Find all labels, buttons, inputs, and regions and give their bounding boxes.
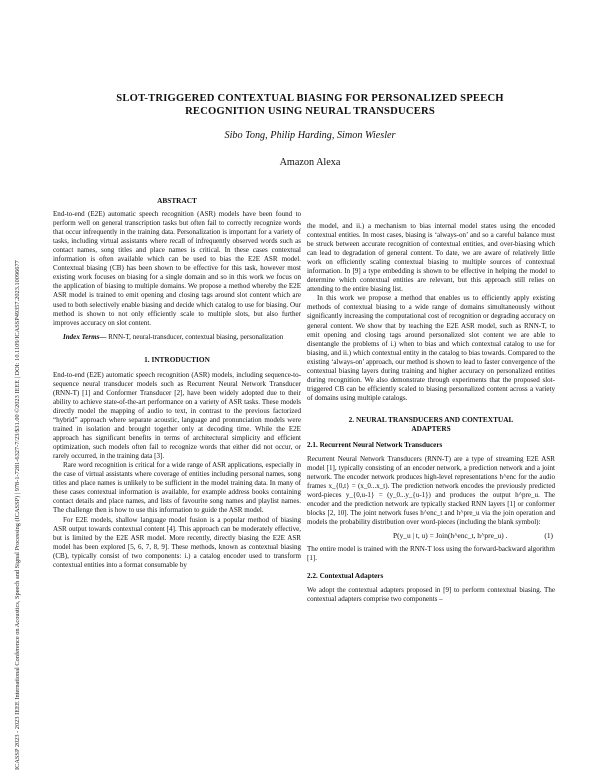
title-line-1: SLOT-TRIGGERED CONTEXTUAL BIASING FOR PERSONALIZED SPEECH — [116, 93, 504, 104]
left-column — [53, 196, 301, 570]
intro-paragraph-3: For E2E models, shallow language model fusion is a popular method of biasing ASR output towards contextual content [4]. This approach can be moderately effective, but is limited by the E2E ASR model. More recently, directly biasing the E2E ASR model has been explored [5, 6, 7, 8, 9]. These methods, known as contextual biasing (CB), typically consist of two components: i.) a catalog encoder used to transform contextual entities into a format consumable by — [53, 515, 301, 569]
abstract-text: End-to-end (E2E) automatic speech recognition (ASR) models have been found to perform well on general transcription tasks but often fail to correctly recognize words that occur infrequently in the training data. Personalization is important for a variety of tasks, including virtual assistants where recall of infrequently observed words such as contact names, song titles and place names is critical. In these cases contextual information is often available which can be used to bias the E2E ASR model. Contextual biasing (CB) has been shown to be effective for this task, however most existing work focuses on biasing for a single domain and so in this work we focus on the application of biasing to multiple domains. We propose a method whereby the E2E ASR model is trained to emit opening and closing tags around slot content which are used to both selectively enable biasing and decide which catalog to use for biasing. Our method is shown to not only efficiently scale to multiple slots, but also further improves accuracy on slot content. — [53, 210, 301, 327]
paper-title — [60, 92, 560, 118]
equation-body: P(y_u | t, u) = Join(h^enc_t, h^pre_u) . — [393, 531, 508, 541]
abstract-heading: ABSTRACT — [157, 196, 197, 205]
subsection-2-2-heading: 2.2. Contextual Adapters — [307, 571, 384, 580]
section-2-heading — [307, 415, 555, 433]
subsection-2-1-heading: 2.1. Recurrent Neural Network Transducers — [307, 441, 443, 450]
section-2-heading-line-1: 2. NEURAL TRANSDUCERS AND CONTEXTUAL — [348, 414, 514, 424]
affiliation: Amazon Alexa — [279, 157, 341, 168]
index-terms — [53, 333, 301, 342]
right-column — [307, 222, 555, 604]
equation-1 — [307, 531, 555, 540]
rnnt-loss-paragraph: The entire model is trained with the RNN-T loss using the forward-backward algorithm [1]. — [307, 544, 555, 562]
intro-continued-paragraph-2: In this work we propose a method that enables us to efficiently apply existing methods of contextual biasing to a wide range of domains simultaneously without significantly increasing the computational cost of recognition or degrading accuracy on general content. We show that by teaching the E2E ASR model, such as RNN-T, to emit opening and closing tags around personalized slot content we are able to disentangle the problems of i.) when to bias and which contextual catalog to use for biasing, and ii.) which contextual entity in the catalog to bias towards. Compared to the existing ‘always-on’ approach, our method is shown to lead to faster convergence of the contextual biasing layers during training and higher accuracy on personalized entities during recognition. We also demonstrate through experiments that the proposed slot-triggered CB can be efficiently scaled to biasing personalized content across a variety of domains using multiple catalogs. — [307, 294, 555, 402]
rnnt-paragraph: Recurrent Neural Network Transducers (RNN-T) are a type of streaming E2E ASR model [1], typically consisting of an encoder network, a prediction network and a joint network. The encoder network produces high-level representations h^enc for the audio frames x_{0,t} = (x_0...x_t). The prediction network encodes the previously predicted word-pieces y_{0,u-1} = (y_0...y_{u-1}) and produces the output h^pre_u. The encoder and the prediction network are typically stacked RNN layers [1] or conformer blocks [2, 10]. The joint network fuses h^enc_t and h^pre_u via the join operation and models the probability distribution over word-pieces (including the blank symbol): — [307, 455, 555, 527]
intro-continued-paragraph-1: the model, and ii.) a mechanism to bias internal model states using the encoded contextual entities. In most cases, biasing is ‘always-on’ and so a careful balance must be struck between accurate recognition of contextual entities, and over-biasing which can lead to degradation of general content. To date, we are aware of relatively little work on efficiently scaling contextual biasing to multiple sources of contextual information. In [9] a type embedding is shown to be effective in helping the model to determine which contextual entities are relevant, but this approach still relies on attending to the entire biasing list. — [307, 222, 555, 294]
index-terms-text: RNN-T, neural-transducer, contextual biasing, personalization — [106, 332, 284, 341]
title-line-2: RECOGNITION USING NEURAL TRANSDUCERS — [185, 106, 435, 117]
sidebar-text: ICASSP 2023 - 2023 IEEE International Conference on Acoustics, Speech and Signal Processing (ICASSP) | 978-1-7281-6327-7/23/$31.00 ©2023 IEEE | DOI: 10.1109/ICASSP49357.2023.10096677 — [14, 260, 21, 770]
intro-heading: 1. INTRODUCTION — [144, 354, 210, 364]
adapters-paragraph: We adopt the contextual adapters proposed in [9] to perform contextual biasing. The contextual adapters comprise two components – — [307, 585, 555, 603]
copyright-sidebar — [0, 0, 26, 776]
intro-paragraph-2: Rare word recognition is critical for a wide range of ASR applications, especially in the case of virtual assistants where coverage of entities including personal names, song titles and place names is unlikely to be sufficient in the model training data. In many of these cases contextual information is available, for example address books containing contact details and place names, and lists of favourite song names and playlist names. The challenge then is how to use this information to guide the ASR model. — [53, 461, 301, 515]
authors: Sibo Tong, Philip Harding, Simon Wiesler — [224, 130, 396, 141]
section-2-heading-line-2: ADAPTERS — [411, 423, 451, 433]
intro-paragraph-1: End-to-end (E2E) automatic speech recognition (ASR) models, including sequence-to-sequence neural transducer models such as Recurrent Neural Network Transducer (RNN-T) [1] and Conformer Transducer [2], have been widely adopted due to their ability to achieve state-of-the-art performance on a variety of ASR tasks. These models directly model the mapping of audio to text, in contrast to the previous factorized “hybrid” approach where separate acoustic, language and pronunciation models were trained in isolation and brought together only at decoding time. While the E2E approach has significant benefits in terms of architectural simplicity and efficient optimization, such models often fail to recognize words that either did not occur, or rarely occurred, in the training data [3]. — [53, 370, 301, 461]
index-terms-label: Index Terms— — [63, 332, 107, 341]
equation-number: (1) — [544, 531, 553, 541]
